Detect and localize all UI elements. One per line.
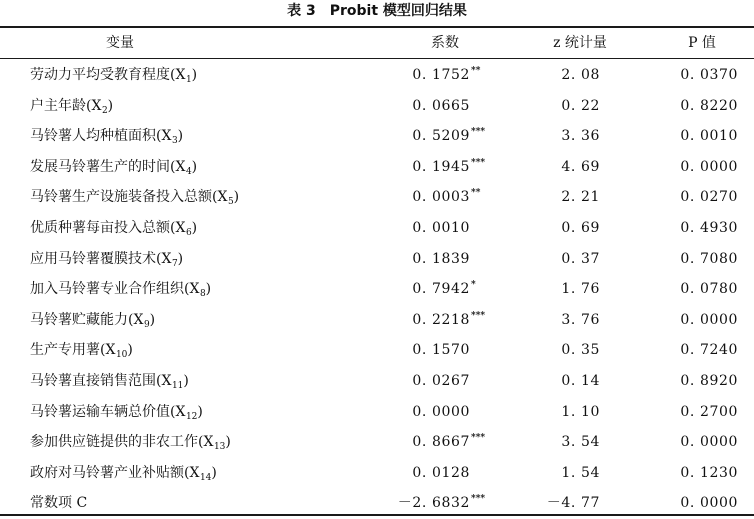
variable-symbol: X (175, 67, 186, 83)
variable-cell (30, 274, 211, 307)
coefficient-cell: 0. 1945 (412, 158, 470, 175)
variable-subscript: 10 (115, 350, 128, 361)
variable-cell (30, 427, 231, 460)
variable-symbol: X (175, 158, 186, 175)
z-statistic-cell: 4. 69 (561, 158, 600, 175)
variable-subscript: 4 (185, 166, 192, 177)
paren-close: ) (177, 128, 184, 145)
variable-symbol: X (105, 342, 116, 359)
variable-symbol: X (203, 434, 214, 451)
header-rule (0, 58, 754, 59)
table-row (0, 458, 754, 489)
variable-symbol: X (133, 311, 144, 328)
paren-open: ( (156, 128, 162, 145)
paren-close: ) (205, 281, 212, 298)
variable-name: 户主年龄 (30, 97, 86, 114)
coefficient-cell: 0. 8667 (412, 434, 470, 451)
header-coefficient: 系数 (431, 35, 459, 51)
p-value-cell: 0. 7240 (680, 342, 738, 359)
coefficient-cell: 0. 7942 (412, 281, 470, 298)
paren-open: ( (184, 281, 190, 298)
p-value-cell: 0. 0000 (680, 158, 738, 175)
coefficient-cell: 0. 0665 (412, 97, 470, 114)
p-value-cell: 0. 8220 (680, 97, 738, 114)
variable-subscript: 14 (199, 472, 212, 483)
variable-name: 马铃薯贮藏能力 (30, 311, 128, 328)
paren-close: ) (183, 373, 189, 389)
z-statistic-cell: －4. 77 (546, 495, 600, 512)
z-statistic-cell: 3. 36 (561, 128, 600, 145)
variable-symbol: X (175, 403, 186, 420)
variable-subscript: 11 (171, 381, 184, 391)
variable-name: 马铃薯生产设施装备投入总额 (30, 189, 212, 206)
paren-open: ( (170, 220, 176, 236)
variable-symbol: X (189, 464, 200, 481)
table-row (0, 397, 754, 428)
variable-symbol: X (175, 220, 186, 236)
coefficient-cell: 0. 1570 (412, 342, 470, 359)
p-value-cell: 0. 4930 (680, 220, 738, 236)
top-rule (0, 26, 754, 28)
paren-close: ) (149, 311, 156, 328)
variable-name: 生产专用薯 (30, 342, 100, 359)
variable-subscript: 7 (171, 258, 178, 269)
variable-cell (30, 60, 197, 93)
variable-name: 马铃薯直接销售范围 (30, 373, 156, 389)
z-statistic-cell: 3. 54 (561, 434, 600, 451)
p-value-cell: 0. 8920 (680, 373, 738, 389)
variable-name: 马铃薯人均种植面积 (30, 128, 156, 145)
paren-close: ) (127, 342, 133, 359)
table-row (0, 182, 754, 213)
variable-cell (30, 213, 197, 246)
significance-stars: *** (471, 310, 486, 321)
p-value-cell: 0. 7080 (680, 250, 738, 267)
z-statistic-cell: 3. 76 (561, 311, 600, 328)
paren-close: ) (191, 220, 198, 236)
p-value-cell: 0. 2700 (680, 403, 738, 420)
variable-subscript: 1 (185, 75, 192, 85)
p-value-cell: 0. 0000 (680, 311, 738, 328)
coefficient-cell: 0. 0267 (412, 373, 470, 389)
coefficient-cell: 0. 1752 (412, 67, 470, 83)
variable-symbol: X (161, 128, 172, 145)
significance-stars: *** (471, 157, 486, 168)
variable-name: 马铃薯运输车辆总价值 (30, 403, 170, 420)
paren-close: ) (211, 464, 217, 481)
variable-subscript: 3 (171, 136, 178, 147)
paren-close: ) (225, 434, 231, 451)
coefficient-cell: 0. 2218 (412, 311, 470, 328)
table-title (0, 0, 754, 22)
paren-open: ( (170, 403, 176, 420)
z-statistic-cell: 0. 14 (561, 373, 600, 389)
table-row (0, 366, 754, 397)
paren-open: ( (128, 311, 134, 328)
table-caption: Probit 模型回归结果 (329, 3, 467, 19)
z-statistic-cell: 0. 37 (561, 250, 600, 267)
variable-subscript: 12 (185, 411, 198, 422)
bottom-rule (0, 514, 754, 516)
variable-name: 应用马铃薯覆膜技术 (30, 250, 156, 267)
header-variable: 变量 (106, 35, 134, 51)
table-row (0, 121, 754, 152)
table-header (0, 30, 754, 56)
paren-open: ( (198, 434, 204, 451)
significance-stars: *** (471, 494, 486, 505)
header-z-statistic: z 统计量 (553, 35, 607, 51)
variable-subscript: 8 (199, 289, 206, 300)
coefficient-cell: 0. 0000 (412, 403, 470, 420)
z-statistic-cell: 1. 76 (561, 281, 600, 298)
p-value-cell: 0. 0010 (680, 128, 738, 145)
p-value-cell: 0. 0780 (680, 281, 738, 298)
paren-open: ( (100, 342, 106, 359)
variable-cell (30, 305, 155, 338)
coefficient-cell: 0. 5209 (412, 128, 470, 145)
significance-stars: ** (471, 66, 481, 76)
z-statistic-cell: 0. 22 (561, 97, 600, 114)
variable-subscript: 6 (185, 228, 192, 238)
p-value-cell: 0. 0370 (680, 67, 738, 83)
variable-symbol: X (161, 250, 172, 267)
z-statistic-cell: 2. 08 (561, 67, 600, 83)
variable-subscript: 2 (101, 105, 108, 116)
variable-cell (30, 335, 133, 368)
significance-stars: *** (471, 433, 486, 444)
coefficient-cell: 0. 0128 (412, 464, 470, 481)
variable-cell (30, 121, 183, 154)
table-row (0, 305, 754, 336)
z-statistic-cell: 1. 10 (561, 403, 600, 420)
table-number: 表 3 (287, 3, 316, 19)
table-row (0, 213, 754, 244)
coefficient-cell: －2. 6832 (397, 495, 470, 512)
paren-close: ) (177, 250, 184, 267)
table-row (0, 427, 754, 458)
coefficient-cell: 0. 0010 (412, 220, 470, 236)
z-statistic-cell: 1. 54 (561, 464, 600, 481)
paren-open: ( (184, 464, 190, 481)
variable-subscript: 5 (227, 197, 234, 208)
variable-name: 参加供应链提供的非农工作 (30, 434, 198, 451)
coefficient-cell: 0. 0003 (412, 189, 470, 206)
table-row (0, 335, 754, 366)
variable-cell (30, 152, 197, 185)
variable-name: 政府对马铃薯产业补贴额 (30, 464, 184, 481)
table-row (0, 152, 754, 183)
significance-stars: * (471, 280, 476, 291)
variable-name: 优质种薯每亩投入总额 (30, 220, 170, 236)
variable-cell (30, 244, 183, 277)
z-statistic-cell: 0. 35 (561, 342, 600, 359)
paren-close: ) (107, 97, 114, 114)
paren-open: ( (170, 67, 176, 83)
variable-cell (30, 458, 217, 491)
coefficient-cell: 0. 1839 (412, 250, 470, 267)
paren-close: ) (233, 189, 240, 206)
paren-close: ) (197, 403, 203, 420)
variable-name: 劳动力平均受教育程度 (30, 67, 170, 83)
variable-name: 加入马铃薯专业合作组织 (30, 281, 184, 298)
paren-open: ( (86, 97, 92, 114)
significance-stars: *** (471, 127, 486, 138)
variable-name: 发展马铃薯生产的时间 (30, 158, 170, 175)
variable-cell (30, 182, 239, 215)
z-statistic-cell: 2. 21 (561, 189, 600, 206)
p-value-cell: 0. 0000 (680, 495, 738, 512)
header-p-value: P 值 (688, 35, 716, 51)
significance-stars: ** (471, 188, 481, 199)
p-value-cell: 0. 0000 (680, 434, 738, 451)
variable-symbol: X (91, 97, 102, 114)
paren-open: ( (170, 158, 176, 175)
variable-symbol: X (189, 281, 200, 298)
z-statistic-cell: 0. 69 (561, 220, 600, 236)
paren-close: ) (191, 158, 198, 175)
table-row (0, 91, 754, 122)
p-value-cell: 0. 0270 (680, 189, 738, 206)
paren-open: ( (212, 189, 218, 206)
table-row (0, 244, 754, 275)
paren-open: ( (156, 250, 162, 267)
variable-subscript: 9 (143, 319, 150, 330)
variable-subscript: 13 (213, 442, 226, 453)
p-value-cell: 0. 1230 (680, 464, 738, 481)
variable-cell (30, 366, 189, 399)
variable-symbol: X (161, 373, 172, 389)
variable-name: 常数项 C (30, 495, 88, 512)
variable-symbol: X (217, 189, 228, 206)
table-row (0, 60, 754, 91)
table-row (0, 274, 754, 305)
variable-cell (30, 91, 113, 124)
paren-open: ( (156, 373, 162, 389)
paren-close: ) (191, 67, 198, 83)
variable-cell (30, 397, 203, 430)
